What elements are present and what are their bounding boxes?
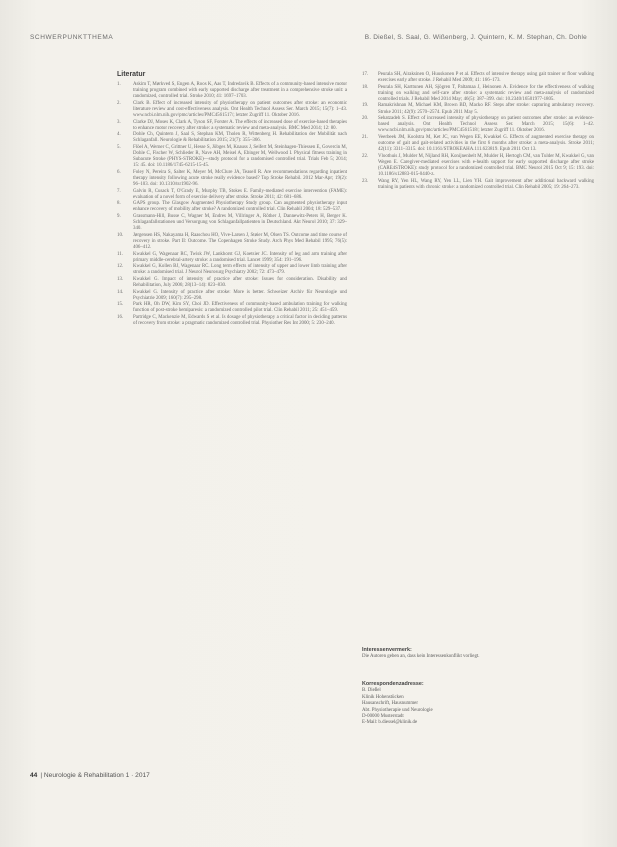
- journal-name: | Neurologie & Rehabilitation 1 · 2017: [40, 772, 150, 779]
- reference-number: 10.: [117, 232, 124, 238]
- reference-text: Wang RY, Yen HL, Wang RY, Yen LL, Lien YH. Gait improvement after additional backward walking training in patients with chronic stroke: a randomized controlled trial. Clin Rehabil 2005; 19: 264–273.: [378, 178, 594, 190]
- reference-item: [117, 201, 347, 213]
- reference-number: 12.: [117, 264, 124, 270]
- reference-text: Jørgensen HS, Nakayama H, Raaschou HO, Vive-Larsen J, Støier M, Olsen TS. Outcome and time course of recovery in stroke. Part II: Outcome. The Copenhagen Stroke Study. Arch Phys Med Rehabil 1995; 76(5): 406–412.: [133, 232, 347, 251]
- reference-number: 8.: [117, 201, 121, 207]
- reference-text: Dohle Ch, Quintern J, Saal S, Stephan KM, Tholen R, Wittenberg H. Rehabilitation der Mobilität nach Schlaganfall. Neurologie & Rehabilitation 2015; 21(7): 355–366.: [133, 132, 347, 144]
- reference-number: 23.: [362, 178, 369, 184]
- conflict-of-interest: [362, 647, 594, 661]
- reference-list-left: [117, 82, 347, 327]
- reference-text: Grassmann-Hill, Busse C, Wagner M, Endres M, Villringer A, Röther J, Dannewitz-Peters H, Berger K. Schlaganfallstationen und Versorgung von Schlaganfallpatienten in Deutschland. Akt Neurol 2010; 37: 329–340.: [133, 214, 347, 232]
- reference-item: [117, 290, 347, 302]
- correspondence-line: B. Dießel: [362, 688, 381, 694]
- reference-text: Ramakrishnan M, Michael KM, Brown BD, Macko RF. Steps after stroke: capturing ambulatory recovery. Stroke 2011; 42(9): 2570–2574. Epub 2011 May 5.: [378, 103, 594, 115]
- reference-number: 17.: [362, 72, 369, 77]
- reference-number: 16.: [117, 315, 124, 321]
- reference-number: 5.: [117, 145, 121, 151]
- reference-item: [362, 85, 594, 103]
- reference-item: [117, 214, 347, 232]
- reference-item: [362, 103, 594, 115]
- reference-number: 6.: [117, 169, 121, 175]
- author-line: B. Dießel, S. Saal, G. Wißenberg, J. Quintern, K. M. Stephan, Ch. Dohle: [364, 34, 587, 41]
- reference-item: [117, 252, 347, 264]
- reference-text: Foley N, Pereira S, Salter K, Meyer M, McClure JA, Teasell R. Are recommendations regarding inpatient therapy intensity following acute stroke really evidence based? Top Stroke Rehabil. 2012 Mar-Apr; 19(2): 96–103. doi: 10.1310/tsr1902-96.: [133, 169, 347, 188]
- reference-text: Kwakkel G, Wagenaar RC, Twisk JW, Lankhorst GJ, Koetsier JC. Intensity of leg and arm training after primary middle-cerebral-artery stroke: a randomised trial. Lancet 1999; 354: 191–196.: [133, 251, 347, 263]
- reference-text: Peurala SH, Airaksinen O, Huuskonen P et al. Effects of intensive therapy using gait trainer or floor walking exercises early after stroke. J Rehabil Med 2009; 41: 166–173.: [378, 72, 594, 84]
- reference-number: 3.: [117, 119, 121, 125]
- reference-number: 22.: [362, 153, 369, 159]
- reference-item: [117, 170, 347, 188]
- reference-number: 2.: [117, 100, 121, 106]
- reference-text: Kwakkel G. Intensity of practice after stroke: More is better. Schweizer Archiv für Neurologie und Psychiatrie 2009; 160(7): 295–298.: [133, 289, 347, 301]
- references-column-right: [362, 72, 594, 191]
- reference-text: Peurala SH, Karttunen AH, Sjögren T, Paltamaa J, Heinonen A. Evidence for the effectiveness of walking training on walking and self-care after stroke: a systematic review and meta-analysis of randomized controlled trials. J Rehabil Med 2014 May; 46(5): 387–399. doi: 10.2340/16501977-1805.: [378, 84, 594, 102]
- correspondence-line: Klinik Hohenstücken: [362, 694, 404, 700]
- conflict-text: Die Autoren geben an, dass kein Interessenkonflikt vorliegt.: [362, 654, 480, 660]
- reference-number: 13.: [117, 277, 124, 282]
- correspondence-line: Hausanschrift, Hausnummer: [362, 701, 418, 707]
- reference-text: Sehatzadeh S. Effect of increased intensity of physiotherapy on patient outcomes after stroke: an evidence-based analysis. Ont Health Technol Assess Ser. March 2015; 15(6): 1–42. www.ncbi.nlm.nih.gov/pmc/articles/PMC4561518/; letzter Zugriff 11. Oktober 2016.: [378, 116, 594, 134]
- reference-text: Flöel A, Werner C, Grittner U, Hesse S, Jöbges M, Knauss J, Seifert M, Steinhagen-Thiessen E, Govercin M, Dohle C, Fischer W, Schlieder R, Nave AH, Meisel A, Ebinger M, Wellwood I. Physical fitness training in Subacute Stroke (PHYS-STROKE)—study protocol for a randomised controlled trial. Trials Feb 5; 2014; 15: 45. doi: 10.1186/1745-6215-15-45.: [133, 145, 347, 169]
- correspondence-address: [362, 681, 594, 727]
- reference-item: [117, 101, 347, 119]
- reference-item: [117, 120, 347, 132]
- reference-item: [117, 302, 347, 314]
- reference-text: Kwakkel G. Impact of intensity of practice after stroke: Issues for consideration. Disability and Rehabilitation, July 2006; 28(13–14): 823–830.: [133, 277, 347, 289]
- reference-text: Clarke DJ, Moses K, Clark A, Tyson SF, Forster A. The effects of increased dose of exercise-based therapies to enhance motor recovery after stroke: a systematic review and meta-analysis. BMC Med 2014; 12: 80.: [133, 119, 347, 131]
- reference-text: Askim T, Mørkved S, Engen A, Roos K, Aas T, Indredavik B. Effects of a community-based intensive motor training program combined with early supported discharge after treatment in a comprehensive stroke unit: a randomized, controlled trial. Stroke 2010; 41: 1697–1703.: [133, 82, 347, 100]
- reference-item: [117, 189, 347, 201]
- correspondence-line: D-00000 Musterstadt: [362, 714, 404, 720]
- reference-number: 1.: [117, 82, 121, 88]
- correspondence-email: E-Mail: b.diessel@klinik.de: [362, 720, 418, 726]
- running-header: [30, 34, 587, 44]
- page-footer: [30, 772, 150, 779]
- reference-number: 18.: [362, 84, 369, 90]
- reference-item: [117, 233, 347, 251]
- literature-heading: Literatur: [117, 71, 146, 78]
- reference-text: Vloothuis J, Mulder M, Nijland RH, Konijnenbelt M, Mulder H, Hertogh CM, van Tulder M, Kwakkel G, van Wegen E. Caregiver-mediated exercises with e-health support for early supported discharge after stroke (CARE4STROKE): study protocol for a randomized controlled trial. BMC Neurol 2015 Oct 9; 15: 193. doi: 10.1186/s12883-015-0440-z.: [378, 153, 594, 177]
- reference-number: 19.: [362, 103, 369, 109]
- reference-item: [362, 72, 594, 84]
- reference-item: [117, 277, 347, 289]
- reference-text: Park HR, Oh DW, Kim SY, Choi JD. Effectiveness of community-based ambulation training for walking function of post-stroke hemiparesis: a randomized controlled pilot trial. Clin Rehabil 2011; 25: 451–459.: [133, 302, 347, 314]
- reference-item: [362, 179, 594, 191]
- reference-item: [117, 145, 347, 169]
- reference-number: 15.: [117, 302, 124, 308]
- reference-item: [117, 315, 347, 327]
- reference-text: Partridge C, Mackenzie M, Edwards S et al. Is dosage of physiotherapy a critical factor in deciding patterns of recovery from stroke: a pragmatic randomized controlled trial. Physiother Res Int 2000; 5: 230–240.: [133, 315, 347, 327]
- page-number: 44: [30, 772, 38, 779]
- reference-item: [117, 82, 347, 100]
- section-label: SCHWERPUNKTTHEMA: [30, 34, 114, 41]
- conflict-heading: Interessenvermerk:: [362, 647, 412, 653]
- reference-text: Kwakkel G, Kollen BJ, Wagenaar RC. Long term effects of intensity of upper and lower limb training after stroke: a randomised trial. J Neurol Neurosurg Psychiatry 2002; 72: 473–479.: [133, 264, 347, 276]
- reference-number: 11.: [117, 251, 123, 257]
- reference-text: Clark B. Effect of increased intensity of physiotherapy on patient outcomes after stroke: an economic literature review and cost-effectiveness analysis. Ont Health Technol Assess Ser. March 2015; 15(7): 1–43. www.ncbi.nlm.nih.gov/pmc/articles/PMC4561517/; letzter Zugriff 11. Oktober 2016.: [133, 100, 347, 119]
- reference-item: [362, 135, 594, 153]
- reference-text: Galvin R, Cusack T, O'Grady E, Murphy TB, Stokes E. Family-mediated exercise intervention (FAME): evaluation of a novel form of exercise delivery after stroke. Stroke 2011; 42: 681–686.: [133, 188, 347, 200]
- reference-item: [362, 154, 594, 178]
- reference-list-right: [362, 72, 594, 191]
- correspondence-line: Abt. Physiotherapie und Neurologie: [362, 707, 433, 713]
- reference-text: Veerbeek JM, Koolstra M, Ket JC, van Wegen EE, Kwakkel G. Effects of augmented exercise therapy on outcome of gait and gait-related activities in the first 6 months after stroke: a meta-analysis. Stroke 2011; 42(11): 3311–3315. doi: 10.1161/STROKEAHA.111.623819. Epub 2011 Oct 13.: [378, 134, 594, 153]
- reference-number: 14.: [117, 289, 124, 295]
- reference-number: 7.: [117, 188, 121, 194]
- correspondence-heading: Korrespondenzadresse:: [362, 681, 424, 687]
- reference-text: GAPS group. The Glasgow Augmented Physiotherapy Study group. Can augmented physiotherapy input enhance recovery of mobility after stroke? A randomized controlled trial. Clin Rehabil 2004; 18: 529–537.: [133, 201, 347, 213]
- reference-number: 9.: [117, 214, 121, 220]
- reference-number: 21.: [362, 134, 369, 140]
- reference-number: 20.: [362, 116, 369, 122]
- reference-item: [117, 264, 347, 276]
- reference-item: [117, 132, 347, 144]
- reference-item: [362, 116, 594, 134]
- references-column-left: [117, 72, 347, 328]
- reference-number: 4.: [117, 132, 121, 138]
